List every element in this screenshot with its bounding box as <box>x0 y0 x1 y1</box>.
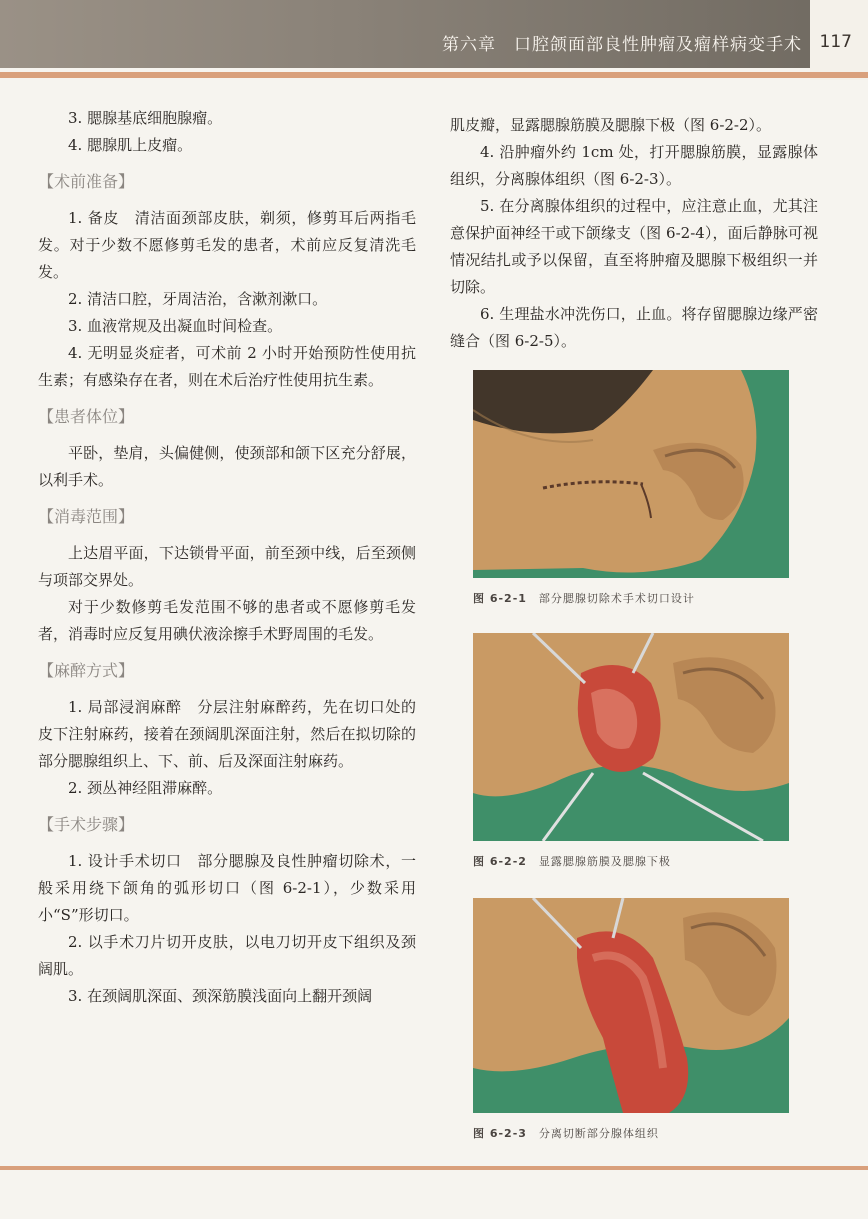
separated-gland-photo <box>473 898 789 1113</box>
paragraph: 2. 颈丛神经阻滞麻醉。 <box>68 779 223 797</box>
figure-photo <box>473 370 789 578</box>
list-item: 4. 腮腺肌上皮瘤。 <box>68 136 193 154</box>
figure-caption <box>473 1125 789 1141</box>
section-heading-anesthesia: 【麻醉方式】 <box>38 661 135 680</box>
figure-id: 图 6-2-1 <box>473 592 527 605</box>
figure-caption-text: 分离切断部分腺体组织 <box>538 1127 659 1140</box>
figure-6-2-2 <box>473 633 789 869</box>
paragraph: 4. 无明显炎症者，可术前 2 小时开始预防性使用抗生素；有感染存在者，则在术后治疗性使用抗生素。 <box>38 344 416 389</box>
figure-photo <box>473 898 789 1113</box>
exposed-parotid-photo <box>473 633 789 841</box>
page-header-band <box>0 0 868 68</box>
paragraph: 对于少数修剪毛发范围不够的患者或不愿修剪毛发者，消毒时应反复用碘伏液涂擦手术野周围的毛发。 <box>38 598 416 643</box>
paragraph: 3. 血液常规及出凝血时间检查。 <box>68 317 283 335</box>
figure-id: 图 6-2-2 <box>473 855 527 868</box>
paragraph: 上达眉平面，下达锁骨平面，前至颈中线，后至颈侧与项部交界处。 <box>38 544 416 589</box>
page-number: 117 <box>819 32 852 52</box>
paragraph: 1. 设计手术切口 部分腮腺及良性肿瘤切除术，一般采用绕下颌角的弧形切口（图 6-2-1），少数采用小“S”形切口。 <box>38 852 416 924</box>
paragraph: 平卧，垫肩，头偏健侧，使颈部和颌下区充分舒展，以利手术。 <box>38 444 416 489</box>
paragraph: 肌皮瓣，显露腮腺筋膜及腮腺下极（图 6-2-2）。 <box>450 116 772 134</box>
paragraph: 1. 备皮 清洁面颈部皮肤，剃须，修剪耳后两指毛发。对于少数不愿修剪毛发的患者，术前应反复清洗毛发。 <box>38 209 416 281</box>
figure-caption <box>473 590 789 606</box>
section-heading-steps: 【手术步骤】 <box>38 815 135 834</box>
paragraph: 6. 生理盐水冲洗伤口，止血。将存留腮腺边缘严密缝合（图 6-2-5）。 <box>450 305 818 350</box>
paragraph: 3. 在颈阔肌深面、颈深筋膜浅面向上翻开颈阔 <box>68 987 373 1005</box>
incision-design-photo <box>473 370 789 578</box>
figure-photo <box>473 633 789 841</box>
figure-caption-text: 部分腮腺切除术手术切口设计 <box>538 592 695 605</box>
paragraph: 1. 局部浸润麻醉 分层注射麻醉药，先在切口处的皮下注射麻药，接着在颈阔肌深面注射，然后在拟切除的部分腮腺组织上、下、前、后及深面注射麻药。 <box>38 698 416 770</box>
chapter-title: 第六章 口腔颌面部良性肿瘤及瘤样病变手术 <box>442 35 802 55</box>
header-rule <box>0 72 868 78</box>
section-heading-disinfection: 【消毒范围】 <box>38 507 135 526</box>
right-column <box>450 112 818 355</box>
list-item: 3. 腮腺基底细胞腺瘤。 <box>68 109 223 127</box>
page-number-box <box>810 0 868 80</box>
paragraph: 5. 在分离腺体组织的过程中，应注意止血，尤其注意保护面神经干或下颌缘支（图 6-2-4），面后静脉可视情况结扎或予以保留，直至将肿瘤及腮腺下极组织一并切除。 <box>450 197 818 296</box>
figure-6-2-3 <box>473 898 789 1141</box>
paragraph: 4. 沿肿瘤外约 1cm 处，打开腮腺筋膜，显露腺体组织，分离腺体组织（图 6-2-3）。 <box>450 143 818 188</box>
paragraph: 2. 清洁口腔，牙周洁治，含漱剂漱口。 <box>68 290 328 308</box>
figure-caption-text: 显露腮腺筋膜及腮腺下极 <box>538 855 671 868</box>
section-heading-position: 【患者体位】 <box>38 407 135 426</box>
figure-caption <box>473 853 789 869</box>
paragraph: 2. 以手术刀片切开皮肤，以电刀切开皮下组织及颈阔肌。 <box>38 933 416 978</box>
section-heading-preop: 【术前准备】 <box>38 172 135 191</box>
footer-rule <box>0 1166 868 1170</box>
left-column <box>38 105 416 1010</box>
figure-6-2-1 <box>473 370 789 606</box>
figure-id: 图 6-2-3 <box>473 1127 527 1140</box>
